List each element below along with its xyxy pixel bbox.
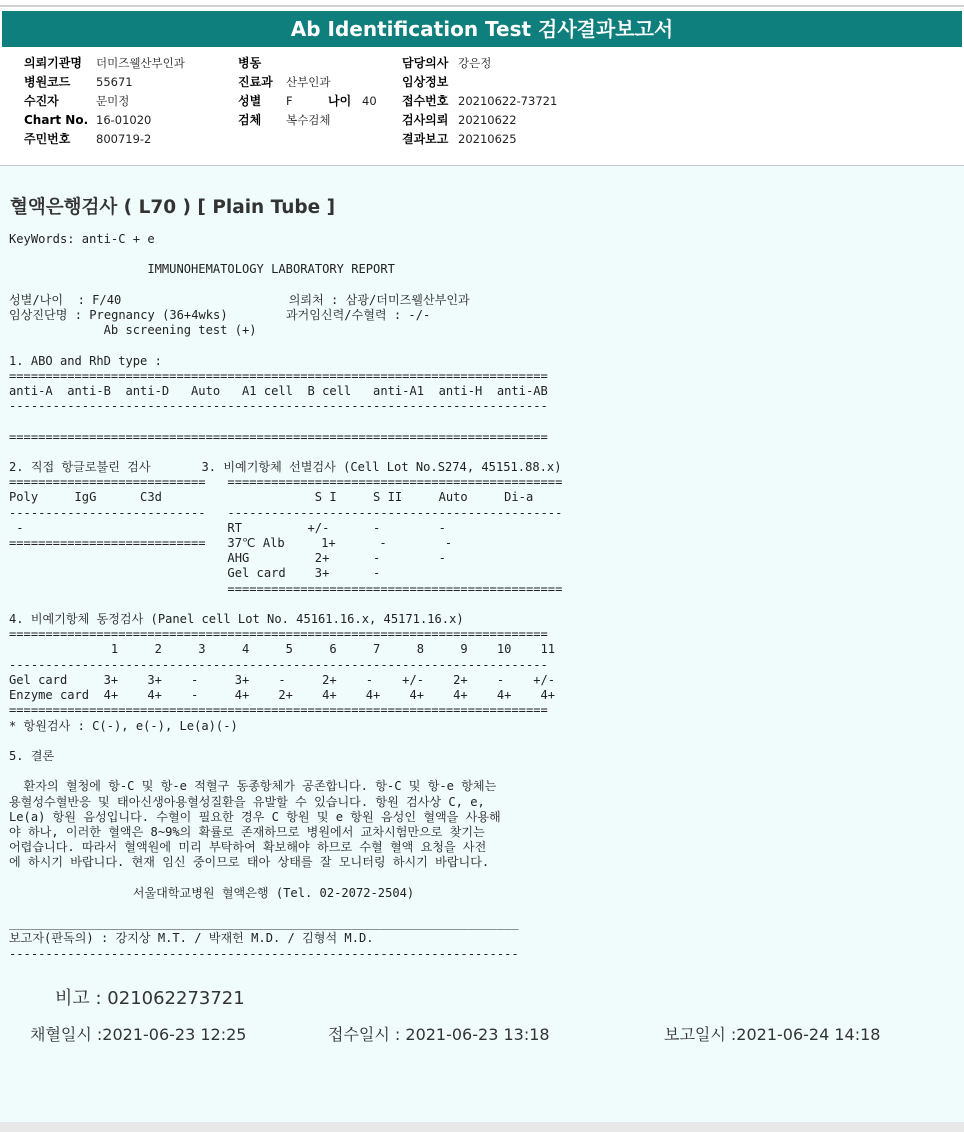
header-field (24, 73, 185, 92)
report-title: Ab Identification Test 검사결과보고서 (2, 11, 962, 47)
header-field (402, 92, 557, 111)
header-field (24, 54, 185, 73)
header-column-1 (24, 54, 185, 149)
field-label: 진료과 (238, 75, 273, 89)
field-value: 산부인과 (286, 75, 331, 89)
report-body: KeyWords: anti-C + e IMMUNOHEMATOLOGY LABORATORY REPORT 성별/나이 : F/40 의뢰처 : 삼광/더미즈웰산부인과 임상진단명 : Pregnancy (36+4wks) 과거임신력/수혈력 : -/- Ab screening test (+) 1. ABO and RhD type : ========================================================================== anti-A anti-B anti-D Auto A1 cell B cell anti-A1 anti-H anti-AB -------------------------------------------------------------------------- ========================================================================== 2. 직접 항글로불린 검사 3. 비예기항체 선별검사 (Cell Lot No.S274, 45151.88.x) =========================== ============================================== Poly IgG C3d S I S II Auto Di-a --------------------------- ---------------------------------------------- - RT +/- - - =========================== 37℃ Alb 1+ - - AHG 2+ - - Gel card 3+ - ============================================== 4. 비예기항체 동정검사 (Panel cell Lot No. 45161.16.x, 45171.16.x) ========================================================================== 1 2 3 4 5 6 7 8 9 10 11 -------------------------------------------------------------------------- Gel card 3+ 3+ - 3+ - 2+ - +/- 2+ - +/- Enzyme card 4+ 4+ - 4+ 2+ 4+ 4+ 4+ 4+ 4+ 4+ ========================================================================== * 항원검사 : C(-), e(-), Le(a)(-) 5. 결론 환자의 혈청에 항-C 및 항-e 적혈구 동종항체가 공존합니다. 항-C 및 항-e 항체는 용혈성수혈반응 및 태아신생아용혈성질환을 유발할 수 있습니다. 항원 검사상 C, e, Le(a) 항원 음성입니다. 수혈이 필요한 경우 C 항원 및 e 항원 음성인 혈액을 사용해 야 하나, 이러한 혈액은 8~9%의 확률로 존재하므로 병원에서 교차시험만으로 찾기는 어렵습니다. 따라서 혈액원에 미리 부탁하여 확보해야 하므로 수혈 혈액 요청을 사전 에 하시기 바랍니다. 현재 임신 중이므로 태아 상태를 잘 모니터링 하시기 바랍니다. 서울대학교병원 혈액은행 (Tel. 02-2072-2504) ______________________________________________________________________ 보고자(판독의) : 강지상 M.T. / 박재헌 M.D. / 김형석 M.D. ---------------------------------------------------------------------- (9, 232, 563, 961)
header-field (402, 54, 557, 73)
field-value: 800719-2 (96, 132, 152, 146)
header-field (238, 73, 377, 92)
field-label: 담당의사 (402, 56, 449, 70)
field-label: 병원코드 (24, 75, 71, 89)
field-value: 20210625 (458, 132, 517, 146)
field-value: 20210622-73721 (458, 94, 558, 108)
field-label: 주민번호 (24, 132, 71, 146)
field-label: 임상정보 (402, 75, 449, 89)
top-divider (0, 5, 964, 7)
field-value: 복수검체 (286, 113, 331, 127)
field-label: 결과보고 (402, 132, 449, 146)
field-label: 검사의뢰 (402, 113, 449, 127)
remark-note: 비고 : 021062273721 (55, 988, 245, 1009)
collection-datetime: 채혈일시 :2021-06-23 12:25 (30, 1025, 247, 1044)
field-value: 40 (362, 94, 377, 108)
field-label: Chart No. (24, 113, 89, 127)
field-value: 문미정 (96, 94, 130, 108)
header-column-2 (238, 54, 377, 130)
field-value: 16-01020 (96, 113, 152, 127)
field-label: 성별 (238, 94, 262, 108)
header-field (24, 111, 185, 130)
field-value: 20210622 (458, 113, 517, 127)
header-field (238, 111, 377, 130)
bottom-strip (0, 1122, 964, 1132)
field-value: 더미즈웰산부인과 (96, 56, 185, 70)
report-header (0, 0, 964, 166)
header-field (402, 130, 557, 149)
field-label: 접수번호 (402, 94, 449, 108)
header-column-3 (402, 54, 557, 149)
header-field (238, 54, 377, 73)
field-label: 나이 (328, 94, 352, 108)
header-field (238, 92, 377, 111)
field-label: 검체 (238, 113, 262, 127)
field-label: 병동 (238, 56, 262, 70)
header-field (24, 130, 185, 149)
report-datetime: 보고일시 :2021-06-24 14:18 (664, 1025, 881, 1044)
receipt-datetime: 접수일시 : 2021-06-23 13:18 (328, 1025, 550, 1044)
field-value: F (286, 94, 293, 108)
field-label: 의뢰기관명 (24, 56, 82, 70)
field-value: 55671 (96, 75, 133, 89)
header-field (402, 73, 557, 92)
field-value: 강은정 (458, 56, 492, 70)
field-label: 수진자 (24, 94, 59, 108)
header-field (402, 111, 557, 130)
section-title: 혈액은행검사 ( L70 ) [ Plain Tube ] (10, 197, 336, 218)
header-field (24, 92, 185, 111)
